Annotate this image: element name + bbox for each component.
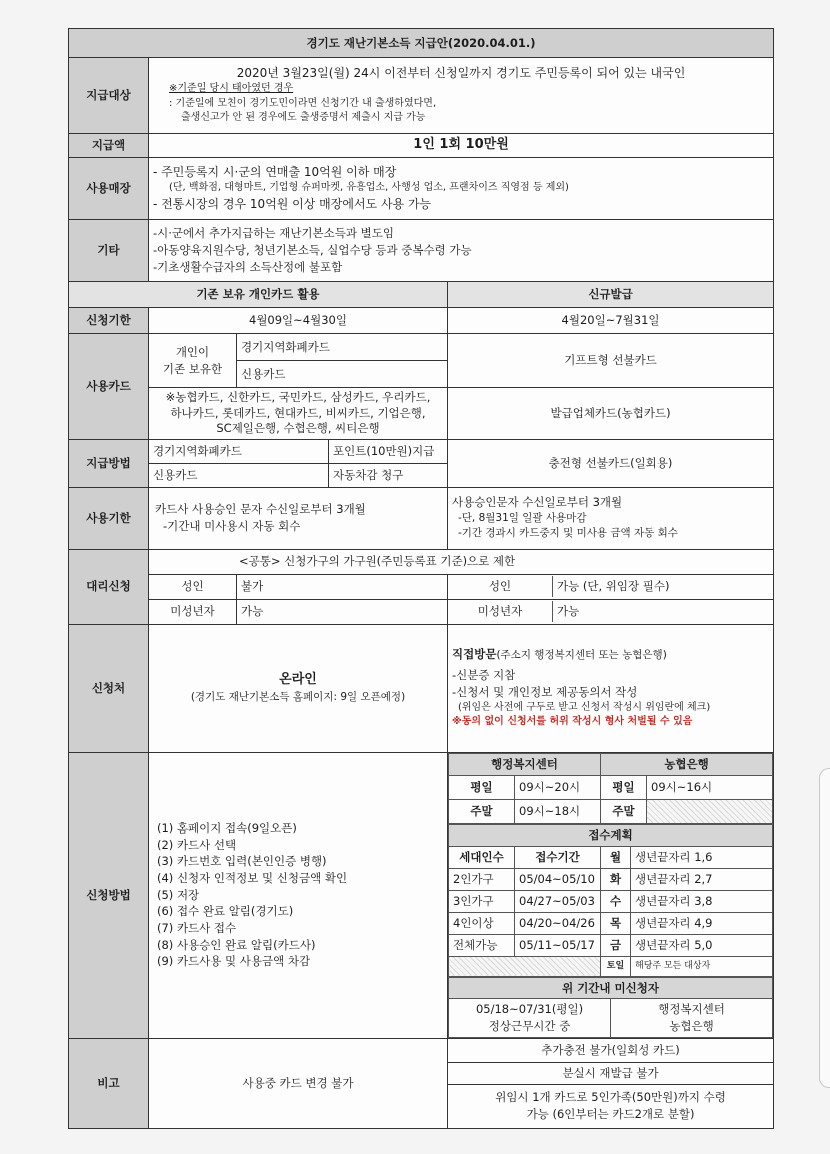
plan-digits: 생년끝자리 1,6 <box>631 846 773 868</box>
usage-right-1: 사용승인문자 수신일로부터 3개월 <box>452 495 623 510</box>
cards-list-3: SC제일은행, 수협은행, 씨티은행 <box>216 421 380 436</box>
apply-steps <box>149 752 448 1038</box>
remarks-right-3a: 위임시 1개 카드로 5인가족(50만원)까지 수령 <box>495 1090 726 1105</box>
plan-digits: 해당주 모든 대상자 <box>631 956 773 976</box>
target-content <box>149 58 774 134</box>
cards-list-2: 하나카드, 롯데카드, 현대카드, 비씨카드, 기업은행, <box>170 405 426 420</box>
remarks-right-3 <box>448 1084 774 1128</box>
plan-household: 2인가구 <box>449 868 515 890</box>
apply-step: (3) 카드번호 입력(본인인증 병행) <box>157 854 327 869</box>
usage-left-2: -기간내 미사용시 자동 회수 <box>163 519 301 534</box>
etc-line-1: -시·군에서 추가지급하는 재난기본소득과 별도임 <box>153 226 394 241</box>
cards-new-issuer: 발급업체카드(농협카드) <box>448 388 774 440</box>
plan-period: 04/20~04/26 <box>515 912 601 934</box>
hours-weekday-label: 평일 <box>449 775 515 799</box>
plan-col-household: 세대인수 <box>449 846 515 868</box>
plan-digits: 생년끝자리 5,0 <box>631 934 773 956</box>
hours-bank-weekend <box>647 799 773 823</box>
place-warning: ※동의 없이 신청서를 허위 작성시 형사 처벌될 수 있음 <box>452 716 693 728</box>
apply-schedule <box>448 752 774 1038</box>
target-note-2: 출생신고가 안 된 경우에도 출생증명서 제출시 지급 가능 <box>181 112 426 124</box>
period-existing: 4월09일~4월30일 <box>149 308 448 334</box>
document-title: 경기도 재난기본소득 지급안(2020.04.01.) <box>69 29 774 58</box>
late-where <box>611 999 773 1037</box>
apply-step: (2) 카드사 선택 <box>157 837 237 852</box>
plan-digits: 생년끝자리 2,7 <box>631 868 773 890</box>
place-visit-1: -신분증 지참 <box>452 668 516 683</box>
plan-day: 금 <box>601 934 631 956</box>
method-new: 충전형 선불카드(일회용) <box>448 439 774 487</box>
cards-new-type: 기프트형 선불카드 <box>448 334 774 388</box>
main-table <box>68 28 774 1129</box>
plan-period: 05/11~05/17 <box>515 934 601 956</box>
plan-period: 04/27~05/03 <box>515 890 601 912</box>
stores-content <box>149 158 774 220</box>
place-visit <box>448 624 774 752</box>
hours-bank-weekday: 09시~16시 <box>647 775 773 799</box>
method-local: 경기지역화폐카드 <box>149 439 329 463</box>
cards-owner <box>149 334 237 388</box>
cards-label: 사용카드 <box>69 334 149 440</box>
amount-label: 지급액 <box>69 134 149 158</box>
hours-bank-weekend-label: 주말 <box>601 799 647 823</box>
usage-right-3: -기간 경과시 카드중지 및 미사용 금액 자동 회수 <box>458 527 678 540</box>
etc-content <box>149 220 774 282</box>
method-credit: 신용카드 <box>149 463 329 487</box>
late-hours: 정상근무시간 중 <box>488 1018 571 1033</box>
plan-spacer <box>449 956 601 976</box>
late-when <box>449 999 611 1037</box>
proxy-right-adult <box>448 574 774 599</box>
stores-line-1: - 주민등록지 시·군의 연매출 10억원 이하 매장 <box>153 164 397 179</box>
apply-step: (5) 저장 <box>157 887 200 902</box>
period-label: 신청기한 <box>69 308 149 334</box>
remarks-label: 비고 <box>69 1038 149 1128</box>
plan-household: 전체가능 <box>449 934 515 956</box>
place-visit-2: -신청서 및 개인정보 제공동의서 작성 <box>452 685 638 700</box>
method-label: 지급방법 <box>69 439 149 487</box>
apply-step: (6) 접수 완료 알림(경기도) <box>157 904 294 919</box>
proxy-common: <공통> 신청가구의 가구원(주민등록표 기준)으로 제한 <box>149 549 774 574</box>
etc-label: 기타 <box>69 220 149 282</box>
plan-col-period: 접수기간 <box>515 846 601 868</box>
target-note-1: : 기준일에 모친이 경기도민이라면 신청기간 내 출생하였다면, <box>169 97 437 109</box>
place-label: 신청처 <box>69 624 149 752</box>
plan-digits: 생년끝자리 4,9 <box>631 912 773 934</box>
method-local-way: 포인트(10만원)지급 <box>329 439 448 463</box>
proxy-right-minor <box>448 599 774 624</box>
period-new: 4월20일~7월31일 <box>448 308 774 334</box>
plan-day: 목 <box>601 912 631 934</box>
method-credit-way: 자동차감 청구 <box>329 463 448 487</box>
apply-step: (7) 카드사 접수 <box>157 921 237 936</box>
apply-step: (8) 사용승인 완료 알림(카드사) <box>157 937 316 952</box>
plan-household: 4인이상 <box>449 912 515 934</box>
remarks-right-3b: 가능 (6인부터는 카드2개로 분할) <box>526 1107 695 1122</box>
proxy-label: 대리신청 <box>69 549 149 624</box>
plan-household: 3인가구 <box>449 890 515 912</box>
usage-left-1: 카드사 사용승인 문자 수신일로부터 3개월 <box>155 502 366 517</box>
plan-day: 수 <box>601 890 631 912</box>
place-visit-where: (주소지 행정복지센터 또는 농협은행) <box>496 649 667 662</box>
plan-title: 접수계획 <box>449 824 773 846</box>
etc-line-2: -아동양육지원수당, 청년기본소득, 실업수당 등과 중복수령 가능 <box>153 243 472 258</box>
cards-credit: 신용카드 <box>237 361 448 388</box>
stores-line-3: - 전통시장의 경우 10억원 이상 매장에서도 사용 가능 <box>153 196 432 211</box>
hours-center-weekday: 09시~20시 <box>515 775 601 799</box>
place-visit-3: (위임은 사전에 구두로 받고 신청서 작성시 위임란에 체크) <box>458 701 711 713</box>
place-online-desc: (경기도 재난기본소득 홈페이지: 9일 오픈예정) <box>190 690 406 703</box>
stores-label: 사용매장 <box>69 158 149 220</box>
apply-label: 신청방법 <box>69 752 149 1038</box>
apply-step: (1) 홈페이지 접속(9일오픈) <box>157 821 297 836</box>
late-title: 위 기간내 미신청자 <box>449 977 773 999</box>
proxy-left-adult-value: 불가 <box>237 574 448 599</box>
hours-center-header: 행정복지센터 <box>449 753 601 775</box>
hours-bank-weekday-label: 평일 <box>601 775 647 799</box>
cards-list <box>149 388 448 440</box>
late-bank: 농협은행 <box>669 1018 714 1033</box>
proxy-left-minor-value: 가능 <box>237 599 448 624</box>
proxy-left-adult-label: 성인 <box>149 574 237 599</box>
plan-digits: 생년끝자리 3,8 <box>631 890 773 912</box>
cards-local: 경기지역화폐카드 <box>237 334 448 361</box>
plan-day: 토일 <box>601 956 631 976</box>
proxy-right-minor-label: 미성년자 <box>448 601 553 622</box>
plan-day: 화 <box>601 868 631 890</box>
usage-label: 사용기한 <box>69 487 149 549</box>
usage-right-2: -단, 8월31일 일괄 사용마감 <box>458 512 587 525</box>
etc-line-3: -기초생활수급자의 소득산정에 불포함 <box>153 259 343 274</box>
target-label: 지급대상 <box>69 58 149 134</box>
place-visit-title: 직접방문 <box>452 647 497 662</box>
proxy-right-minor-value: 가능 <box>557 604 580 619</box>
proxy-left-minor-label: 미성년자 <box>149 599 237 624</box>
column-new-card: 신규발급 <box>448 282 774 308</box>
proxy-right-adult-value: 가능 (단, 위임장 필수) <box>557 579 670 594</box>
late-center: 행정복지센터 <box>658 1002 725 1017</box>
plan-table <box>448 824 773 977</box>
scrollbar[interactable] <box>819 768 830 1088</box>
apply-step: (9) 카드사용 및 사용금액 차감 <box>157 954 311 969</box>
remarks-right-1: 추가충전 불가(일회성 카드) <box>448 1038 774 1062</box>
late-table <box>448 977 773 1038</box>
late-period: 05/18~07/31(평일) <box>475 1002 584 1017</box>
proxy-right-adult-label: 성인 <box>448 576 553 597</box>
cards-list-1: ※농협카드, 신한카드, 국민카드, 삼성카드, 우리카드, <box>165 390 431 404</box>
document-sheet <box>68 28 773 1129</box>
target-main: 2020년 3월23일(월) 24시 이전부터 신청일까지 경기도 주민등록이 되어 있는 내국인 <box>236 66 686 81</box>
hours-weekend-label: 주말 <box>449 799 515 823</box>
remarks-left: 사용중 카드 변경 불가 <box>149 1038 448 1128</box>
cards-owner-2: 기존 보유한 <box>162 361 223 376</box>
plan-period: 05/04~05/10 <box>515 868 601 890</box>
apply-step: (4) 신청자 인적정보 및 신청금액 확인 <box>157 871 348 886</box>
remarks-right-2: 분실시 재발급 불가 <box>448 1062 774 1084</box>
plan-day: 월 <box>601 846 631 868</box>
stores-line-2: (단, 백화점, 대형마트, 기업형 슈퍼마켓, 유흥업소, 사행성 업소, 프랜차이즈 직영점 등 제외) <box>169 182 569 194</box>
usage-new <box>448 487 774 549</box>
target-note-head: ※기준일 당시 태아였던 경우 <box>169 83 294 95</box>
cards-owner-1: 개인이 <box>175 344 210 359</box>
hours-center-weekend: 09시~18시 <box>515 799 601 823</box>
column-existing-card: 기존 보유 개인카드 활용 <box>69 282 448 308</box>
hours-bank-header: 농협은행 <box>601 753 773 775</box>
usage-existing <box>149 487 448 549</box>
place-online-title: 온라인 <box>279 672 317 688</box>
place-online <box>149 624 448 752</box>
amount-value: 1인 1회 10만원 <box>149 134 774 158</box>
hours-table <box>448 753 773 824</box>
